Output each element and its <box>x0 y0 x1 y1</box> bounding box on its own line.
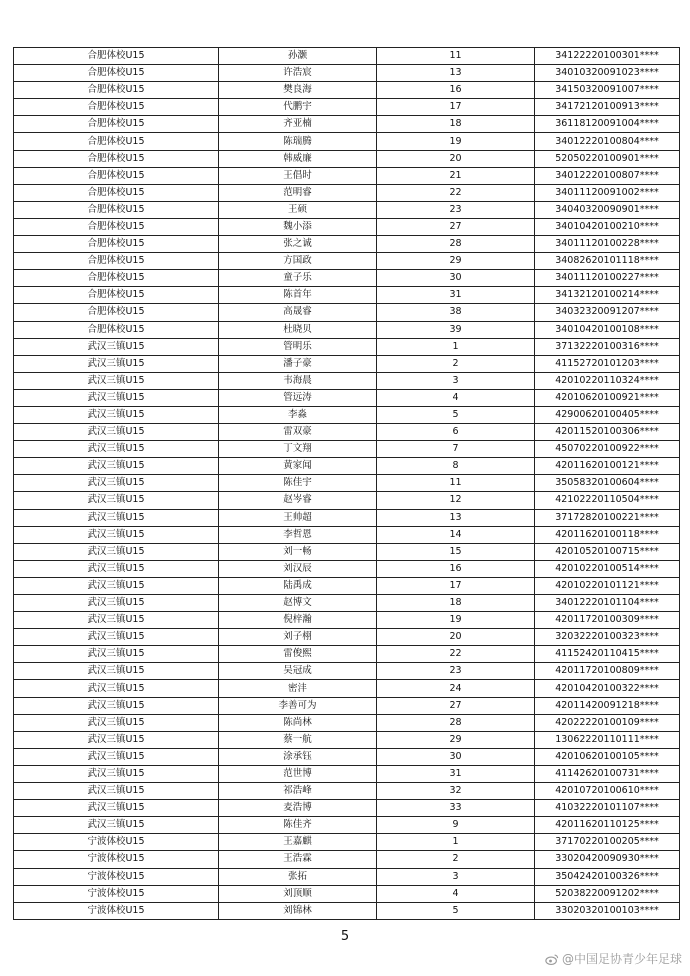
table-row <box>14 612 680 629</box>
id-number-cell: 52050220100901**** <box>535 150 680 167</box>
player-name-cell: 代鹏宇 <box>219 99 377 116</box>
id-number-cell: 45070220100922**** <box>535 441 680 458</box>
team-cell: 武汉三镇U15 <box>14 509 219 526</box>
id-number-cell: 34011120100228**** <box>535 236 680 253</box>
jersey-number-cell: 19 <box>377 612 535 629</box>
team-cell: 武汉三镇U15 <box>14 441 219 458</box>
jersey-number-cell: 5 <box>377 406 535 423</box>
team-cell: 武汉三镇U15 <box>14 492 219 509</box>
roster-body <box>14 48 680 920</box>
player-name-cell: 孙灏 <box>219 48 377 65</box>
table-row <box>14 543 680 560</box>
jersey-number-cell: 27 <box>377 218 535 235</box>
jersey-number-cell: 20 <box>377 629 535 646</box>
id-number-cell: 42010620100105**** <box>535 748 680 765</box>
table-row <box>14 389 680 406</box>
player-name-cell: 管远涛 <box>219 389 377 406</box>
id-number-cell: 36118120091004**** <box>535 116 680 133</box>
id-number-cell: 42011520100306**** <box>535 424 680 441</box>
jersey-number-cell: 11 <box>377 48 535 65</box>
table-row <box>14 458 680 475</box>
team-cell: 合肥体校U15 <box>14 133 219 150</box>
team-cell: 武汉三镇U15 <box>14 800 219 817</box>
player-name-cell: 赵岑睿 <box>219 492 377 509</box>
table-row <box>14 748 680 765</box>
jersey-number-cell: 28 <box>377 714 535 731</box>
jersey-number-cell: 30 <box>377 748 535 765</box>
player-name-cell: 陆禹成 <box>219 577 377 594</box>
table-row <box>14 372 680 389</box>
id-number-cell: 42011620100121**** <box>535 458 680 475</box>
id-number-cell: 35042420100326**** <box>535 868 680 885</box>
id-number-cell: 33020420090930**** <box>535 851 680 868</box>
table-row <box>14 287 680 304</box>
team-cell: 武汉三镇U15 <box>14 406 219 423</box>
player-name-cell: 李哲恩 <box>219 526 377 543</box>
jersey-number-cell: 3 <box>377 372 535 389</box>
player-name-cell: 王硕 <box>219 201 377 218</box>
id-number-cell: 42010220100514**** <box>535 560 680 577</box>
player-name-cell: 范明睿 <box>219 184 377 201</box>
jersey-number-cell: 30 <box>377 270 535 287</box>
player-name-cell: 刘锦林 <box>219 902 377 919</box>
id-number-cell: 37172820100221**** <box>535 509 680 526</box>
jersey-number-cell: 1 <box>377 834 535 851</box>
jersey-number-cell: 21 <box>377 167 535 184</box>
jersey-number-cell: 9 <box>377 817 535 834</box>
table-row <box>14 765 680 782</box>
table-row <box>14 150 680 167</box>
player-name-cell: 刘一畅 <box>219 543 377 560</box>
player-name-cell: 陈瑞腾 <box>219 133 377 150</box>
jersey-number-cell: 32 <box>377 783 535 800</box>
table-row <box>14 270 680 287</box>
jersey-number-cell: 29 <box>377 253 535 270</box>
table-row <box>14 492 680 509</box>
jersey-number-cell: 16 <box>377 560 535 577</box>
jersey-number-cell: 5 <box>377 902 535 919</box>
player-name-cell: 齐亚楠 <box>219 116 377 133</box>
id-number-cell: 42022220100109**** <box>535 714 680 731</box>
player-name-cell: 李善可为 <box>219 697 377 714</box>
team-cell: 合肥体校U15 <box>14 218 219 235</box>
id-number-cell: 34012220100804**** <box>535 133 680 150</box>
jersey-number-cell: 23 <box>377 663 535 680</box>
team-cell: 武汉三镇U15 <box>14 646 219 663</box>
jersey-number-cell: 15 <box>377 543 535 560</box>
jersey-number-cell: 27 <box>377 697 535 714</box>
team-cell: 武汉三镇U15 <box>14 577 219 594</box>
jersey-number-cell: 4 <box>377 389 535 406</box>
player-name-cell: 雷俊熙 <box>219 646 377 663</box>
jersey-number-cell: 33 <box>377 800 535 817</box>
table-row <box>14 133 680 150</box>
table-row <box>14 817 680 834</box>
id-number-cell: 42011620100118**** <box>535 526 680 543</box>
team-cell: 宁波体校U15 <box>14 851 219 868</box>
player-name-cell: 张之诚 <box>219 236 377 253</box>
id-number-cell: 34012220101104**** <box>535 595 680 612</box>
jersey-number-cell: 22 <box>377 646 535 663</box>
team-cell: 合肥体校U15 <box>14 304 219 321</box>
team-cell: 武汉三镇U15 <box>14 697 219 714</box>
player-name-cell: 蔡一航 <box>219 731 377 748</box>
id-number-cell: 42010220110324**** <box>535 372 680 389</box>
id-number-cell: 52038220091202**** <box>535 885 680 902</box>
player-name-cell: 韩威廉 <box>219 150 377 167</box>
jersey-number-cell: 3 <box>377 868 535 885</box>
roster-table <box>13 47 680 920</box>
table-row <box>14 902 680 919</box>
weibo-icon <box>545 952 559 966</box>
team-cell: 合肥体校U15 <box>14 150 219 167</box>
player-name-cell: 祁浩峰 <box>219 783 377 800</box>
team-cell: 武汉三镇U15 <box>14 424 219 441</box>
id-number-cell: 13062220110111**** <box>535 731 680 748</box>
table-row <box>14 304 680 321</box>
table-row <box>14 236 680 253</box>
player-name-cell: 王浩霖 <box>219 851 377 868</box>
team-cell: 合肥体校U15 <box>14 116 219 133</box>
player-name-cell: 张拓 <box>219 868 377 885</box>
player-name-cell: 管明乐 <box>219 338 377 355</box>
team-cell: 武汉三镇U15 <box>14 389 219 406</box>
jersey-number-cell: 20 <box>377 150 535 167</box>
id-number-cell: 42010220101121**** <box>535 577 680 594</box>
player-name-cell: 王倡时 <box>219 167 377 184</box>
table-row <box>14 116 680 133</box>
jersey-number-cell: 7 <box>377 441 535 458</box>
id-number-cell: 34132120100214**** <box>535 287 680 304</box>
table-row <box>14 355 680 372</box>
jersey-number-cell: 1 <box>377 338 535 355</box>
jersey-number-cell: 2 <box>377 851 535 868</box>
team-cell: 宁波体校U15 <box>14 902 219 919</box>
page-number: 5 <box>340 929 350 944</box>
player-name-cell: 雷双豪 <box>219 424 377 441</box>
jersey-number-cell: 13 <box>377 65 535 82</box>
jersey-number-cell: 6 <box>377 424 535 441</box>
team-cell: 武汉三镇U15 <box>14 629 219 646</box>
player-name-cell: 高晟睿 <box>219 304 377 321</box>
team-cell: 武汉三镇U15 <box>14 783 219 800</box>
id-number-cell: 41152420110415**** <box>535 646 680 663</box>
player-name-cell: 赵博文 <box>219 595 377 612</box>
team-cell: 武汉三镇U15 <box>14 612 219 629</box>
player-name-cell: 陈尚林 <box>219 714 377 731</box>
id-number-cell: 42102220110504**** <box>535 492 680 509</box>
player-name-cell: 方国政 <box>219 253 377 270</box>
player-name-cell: 魏小添 <box>219 218 377 235</box>
team-cell: 合肥体校U15 <box>14 287 219 304</box>
team-cell: 合肥体校U15 <box>14 201 219 218</box>
table-row <box>14 424 680 441</box>
team-cell: 武汉三镇U15 <box>14 372 219 389</box>
player-name-cell: 王嘉麒 <box>219 834 377 851</box>
player-name-cell: 麦浩博 <box>219 800 377 817</box>
team-cell: 武汉三镇U15 <box>14 543 219 560</box>
table-row <box>14 800 680 817</box>
player-name-cell: 许浩宸 <box>219 65 377 82</box>
team-cell: 武汉三镇U15 <box>14 355 219 372</box>
id-number-cell: 42011720100309**** <box>535 612 680 629</box>
player-name-cell: 吴冠成 <box>219 663 377 680</box>
jersey-number-cell: 18 <box>377 116 535 133</box>
jersey-number-cell: 38 <box>377 304 535 321</box>
table-row <box>14 338 680 355</box>
table-row <box>14 783 680 800</box>
jersey-number-cell: 2 <box>377 355 535 372</box>
table-row <box>14 868 680 885</box>
jersey-number-cell: 12 <box>377 492 535 509</box>
table-row <box>14 406 680 423</box>
team-cell: 武汉三镇U15 <box>14 714 219 731</box>
id-number-cell: 42010420100322**** <box>535 680 680 697</box>
id-number-cell: 34172120100913**** <box>535 99 680 116</box>
id-number-cell: 41032220101107**** <box>535 800 680 817</box>
table-row <box>14 475 680 492</box>
table-row <box>14 321 680 338</box>
table-row <box>14 441 680 458</box>
team-cell: 武汉三镇U15 <box>14 560 219 577</box>
id-number-cell: 34011120091002**** <box>535 184 680 201</box>
player-name-cell: 潘子豪 <box>219 355 377 372</box>
table-row <box>14 646 680 663</box>
table-row <box>14 560 680 577</box>
jersey-number-cell: 8 <box>377 458 535 475</box>
id-number-cell: 35058320100604**** <box>535 475 680 492</box>
table-row <box>14 697 680 714</box>
player-name-cell: 刘顶顺 <box>219 885 377 902</box>
table-row <box>14 48 680 65</box>
table-row <box>14 253 680 270</box>
player-name-cell: 王帅超 <box>219 509 377 526</box>
table-row <box>14 663 680 680</box>
player-name-cell: 童子乐 <box>219 270 377 287</box>
player-name-cell: 密沣 <box>219 680 377 697</box>
team-cell: 宁波体校U15 <box>14 834 219 851</box>
jersey-number-cell: 16 <box>377 82 535 99</box>
table-row <box>14 680 680 697</box>
table-row <box>14 82 680 99</box>
team-cell: 武汉三镇U15 <box>14 731 219 748</box>
team-cell: 合肥体校U15 <box>14 270 219 287</box>
team-cell: 合肥体校U15 <box>14 82 219 99</box>
id-number-cell: 32032220100323**** <box>535 629 680 646</box>
jersey-number-cell: 11 <box>377 475 535 492</box>
table-row <box>14 65 680 82</box>
id-number-cell: 42011420091218**** <box>535 697 680 714</box>
id-number-cell: 41142620100731**** <box>535 765 680 782</box>
id-number-cell: 34011120100227**** <box>535 270 680 287</box>
table-row <box>14 526 680 543</box>
table-row <box>14 184 680 201</box>
player-name-cell: 刘子栩 <box>219 629 377 646</box>
team-cell: 武汉三镇U15 <box>14 817 219 834</box>
id-number-cell: 42010720100610**** <box>535 783 680 800</box>
player-name-cell: 李淼 <box>219 406 377 423</box>
table-row <box>14 218 680 235</box>
team-cell: 合肥体校U15 <box>14 99 219 116</box>
id-number-cell: 34012220100807**** <box>535 167 680 184</box>
team-cell: 武汉三镇U15 <box>14 526 219 543</box>
jersey-number-cell: 14 <box>377 526 535 543</box>
team-cell: 合肥体校U15 <box>14 48 219 65</box>
jersey-number-cell: 17 <box>377 99 535 116</box>
team-cell: 武汉三镇U15 <box>14 595 219 612</box>
team-cell: 合肥体校U15 <box>14 253 219 270</box>
player-name-cell: 黄家闻 <box>219 458 377 475</box>
table-row <box>14 577 680 594</box>
team-cell: 武汉三镇U15 <box>14 338 219 355</box>
player-name-cell: 杜晓贝 <box>219 321 377 338</box>
id-number-cell: 34122220100301**** <box>535 48 680 65</box>
player-name-cell: 范世博 <box>219 765 377 782</box>
team-cell: 武汉三镇U15 <box>14 680 219 697</box>
team-cell: 合肥体校U15 <box>14 236 219 253</box>
table-row <box>14 629 680 646</box>
jersey-number-cell: 18 <box>377 595 535 612</box>
jersey-number-cell: 31 <box>377 765 535 782</box>
watermark <box>545 950 682 967</box>
player-name-cell: 丁文翔 <box>219 441 377 458</box>
jersey-number-cell: 13 <box>377 509 535 526</box>
player-name-cell: 陈首年 <box>219 287 377 304</box>
id-number-cell: 42010620100921**** <box>535 389 680 406</box>
team-cell: 武汉三镇U15 <box>14 663 219 680</box>
table-row <box>14 509 680 526</box>
id-number-cell: 41152720101203**** <box>535 355 680 372</box>
table-row <box>14 201 680 218</box>
watermark-text: @中国足协青少年足球 <box>561 952 682 966</box>
team-cell: 宁波体校U15 <box>14 868 219 885</box>
player-name-cell: 樊良海 <box>219 82 377 99</box>
table-row <box>14 851 680 868</box>
id-number-cell: 37132220100316**** <box>535 338 680 355</box>
id-number-cell: 37170220100205**** <box>535 834 680 851</box>
team-cell: 宁波体校U15 <box>14 885 219 902</box>
team-cell: 武汉三镇U15 <box>14 748 219 765</box>
jersey-number-cell: 39 <box>377 321 535 338</box>
team-cell: 武汉三镇U15 <box>14 765 219 782</box>
player-name-cell: 陈佳宇 <box>219 475 377 492</box>
jersey-number-cell: 31 <box>377 287 535 304</box>
table-row <box>14 167 680 184</box>
id-number-cell: 34032320091207**** <box>535 304 680 321</box>
jersey-number-cell: 22 <box>377 184 535 201</box>
id-number-cell: 42011720100809**** <box>535 663 680 680</box>
jersey-number-cell: 23 <box>377 201 535 218</box>
player-name-cell: 倪梓瀚 <box>219 612 377 629</box>
player-name-cell: 韦海晨 <box>219 372 377 389</box>
jersey-number-cell: 4 <box>377 885 535 902</box>
table-row <box>14 834 680 851</box>
id-number-cell: 42011620110125**** <box>535 817 680 834</box>
table-row <box>14 885 680 902</box>
team-cell: 武汉三镇U15 <box>14 458 219 475</box>
id-number-cell: 34150320091007**** <box>535 82 680 99</box>
id-number-cell: 34010420100108**** <box>535 321 680 338</box>
team-cell: 武汉三镇U15 <box>14 475 219 492</box>
table-row <box>14 714 680 731</box>
roster-sheet <box>13 47 679 920</box>
jersey-number-cell: 17 <box>377 577 535 594</box>
table-row <box>14 731 680 748</box>
player-name-cell: 刘汉辰 <box>219 560 377 577</box>
team-cell: 合肥体校U15 <box>14 184 219 201</box>
team-cell: 合肥体校U15 <box>14 321 219 338</box>
id-number-cell: 42010520100715**** <box>535 543 680 560</box>
id-number-cell: 33020320100103**** <box>535 902 680 919</box>
jersey-number-cell: 29 <box>377 731 535 748</box>
player-name-cell: 涂承钰 <box>219 748 377 765</box>
jersey-number-cell: 19 <box>377 133 535 150</box>
jersey-number-cell: 24 <box>377 680 535 697</box>
id-number-cell: 34082620101118**** <box>535 253 680 270</box>
table-row <box>14 595 680 612</box>
id-number-cell: 34010420100210**** <box>535 218 680 235</box>
player-name-cell: 陈佳齐 <box>219 817 377 834</box>
team-cell: 合肥体校U15 <box>14 167 219 184</box>
id-number-cell: 34040320090901**** <box>535 201 680 218</box>
id-number-cell: 42900620100405**** <box>535 406 680 423</box>
id-number-cell: 34010320091023**** <box>535 65 680 82</box>
team-cell: 合肥体校U15 <box>14 65 219 82</box>
table-row <box>14 99 680 116</box>
jersey-number-cell: 28 <box>377 236 535 253</box>
